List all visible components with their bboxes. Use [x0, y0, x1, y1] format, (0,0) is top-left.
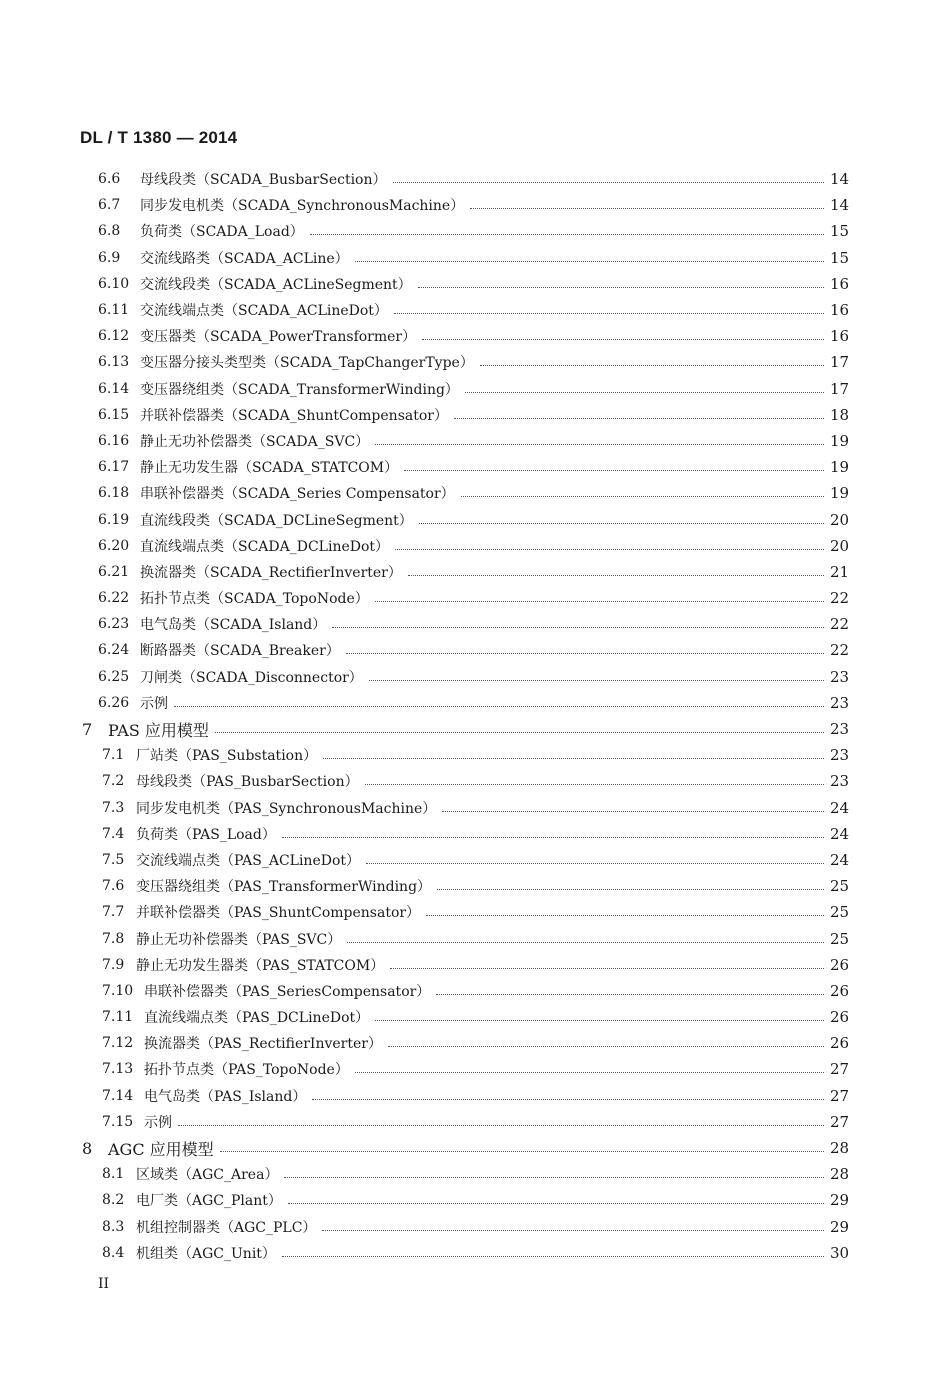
toc-page-number: 21	[830, 562, 850, 581]
toc-entry-title: 刀闸类（SCADA_Disconnector）	[140, 669, 363, 686]
toc-leader-dots	[369, 679, 824, 681]
toc-entry-number: 7.1	[102, 747, 125, 764]
toc-entry-title: 换流器类（PAS_RectifierInverter）	[144, 1036, 382, 1053]
toc-entry-number: 6.16	[98, 432, 130, 449]
toc-entry-number: 6.15	[98, 406, 130, 423]
toc-page-number: 17	[830, 353, 850, 372]
toc-page-number: 23	[830, 720, 850, 739]
toc-entry-title: 直流线段类（SCADA_DCLineSegment）	[140, 512, 413, 529]
toc-leader-dots	[323, 757, 824, 759]
toc-entry[interactable]	[0, 1187, 950, 1213]
toc-page-number: 27	[830, 1112, 850, 1131]
toc-entry-number: 6.22	[98, 590, 130, 607]
toc-leader-dots	[404, 469, 824, 471]
toc-chapter-number: 7	[82, 719, 93, 739]
toc-entry[interactable]	[0, 376, 950, 402]
toc-page-number: 17	[830, 379, 850, 398]
table-of-contents	[0, 166, 950, 1266]
toc-leader-dots	[436, 993, 824, 995]
toc-entry-title: 直流线端点类（PAS_DCLineDot）	[144, 1010, 370, 1027]
toc-entry-number: 6.13	[98, 354, 130, 371]
toc-page-number: 22	[830, 615, 850, 634]
toc-entry[interactable]	[0, 428, 950, 454]
toc-page-number: 18	[830, 405, 850, 424]
toc-leader-dots	[480, 364, 824, 366]
toc-entry-number: 6.12	[98, 328, 130, 345]
toc-leader-dots	[408, 574, 824, 576]
toc-entry-number: 7.15	[102, 1113, 134, 1130]
toc-page-number: 27	[830, 1086, 850, 1105]
toc-page-number: 20	[830, 510, 850, 529]
toc-entry[interactable]	[0, 323, 950, 349]
toc-leader-dots	[366, 862, 824, 864]
toc-page-number: 24	[830, 824, 850, 843]
toc-leader-dots	[332, 626, 824, 628]
toc-entry-title: 交流线段类（SCADA_ACLineSegment）	[140, 276, 412, 293]
toc-entry-title: 拓扑节点类（PAS_TopoNode）	[144, 1062, 349, 1079]
toc-page-number: 26	[830, 1034, 850, 1053]
toc-leader-dots	[442, 810, 824, 812]
toc-entry[interactable]	[0, 192, 950, 218]
toc-entry-number: 6.17	[98, 459, 130, 476]
toc-entry-number: 6.18	[98, 485, 130, 502]
toc-page-number: 29	[830, 1191, 850, 1210]
toc-entry[interactable]	[0, 1109, 950, 1135]
toc-page-number: 27	[830, 1060, 850, 1079]
toc-entry[interactable]	[0, 166, 950, 192]
toc-entry-title: 电气岛类（SCADA_Island）	[140, 617, 327, 634]
toc-entry[interactable]	[0, 271, 950, 297]
toc-entry[interactable]	[0, 1214, 950, 1240]
toc-page-number: 14	[830, 196, 850, 215]
toc-leader-dots	[470, 207, 824, 209]
toc-page-number: 16	[830, 327, 850, 346]
toc-leader-dots	[395, 548, 824, 550]
toc-leader-dots	[419, 522, 824, 524]
toc-entry[interactable]	[0, 742, 950, 768]
toc-page-number: 28	[830, 1165, 850, 1184]
toc-page-number: 15	[830, 222, 850, 241]
toc-entry-number: 6.21	[98, 563, 130, 580]
toc-page-number: 26	[830, 955, 850, 974]
toc-entry-number: 6.6	[98, 171, 121, 188]
toc-leader-dots	[461, 495, 824, 497]
toc-leader-dots	[418, 286, 824, 288]
toc-page-number: 23	[830, 693, 850, 712]
toc-entry-title: 电气岛类（PAS_Island）	[144, 1088, 307, 1105]
toc-entry-title: 变压器绕组类（SCADA_TransformerWinding）	[140, 381, 459, 398]
toc-entry-number: 7.4	[102, 825, 125, 842]
toc-entry[interactable]	[0, 245, 950, 271]
toc-entry-title: 串联补偿器类（PAS_SeriesCompensator）	[144, 983, 431, 1000]
toc-entry-title: 负荷类（SCADA_Load）	[140, 224, 304, 241]
toc-leader-dots	[390, 967, 824, 969]
toc-entry-number: 7.13	[102, 1061, 134, 1078]
toc-entry-number: 6.24	[98, 642, 130, 659]
toc-entry[interactable]	[0, 637, 950, 663]
toc-page-number: 14	[830, 170, 850, 189]
toc-page-number: 24	[830, 798, 850, 817]
toc-entry-title: 并联补偿器类（SCADA_ShuntCompensator）	[140, 407, 448, 424]
toc-leader-dots	[288, 1202, 824, 1204]
toc-entry-title: 电厂类（AGC_Plant）	[136, 1193, 282, 1210]
toc-entry-number: 6.7	[98, 197, 121, 214]
toc-page-number: 25	[830, 929, 850, 948]
toc-entry-title: 同步发电机类（SCADA_SynchronousMachine）	[140, 198, 465, 215]
toc-entry-number: 6.26	[98, 694, 130, 711]
toc-page-number: 23	[830, 746, 850, 765]
toc-chapter-number: 8	[82, 1138, 93, 1158]
toc-entry[interactable]	[0, 899, 950, 925]
toc-page-number: 28	[830, 1139, 850, 1158]
toc-entry-title: 静止无功发生器（SCADA_STATCOM）	[140, 460, 399, 477]
toc-entry-title: 直流线端点类（SCADA_DCLineDot）	[140, 538, 390, 555]
toc-entry-number: 6.19	[98, 511, 130, 528]
toc-entry[interactable]	[0, 768, 950, 794]
toc-entry[interactable]	[0, 664, 950, 690]
toc-entry[interactable]	[0, 585, 950, 611]
toc-entry-number: 7.9	[102, 956, 125, 973]
toc-leader-dots	[178, 1124, 824, 1126]
toc-leader-dots	[346, 652, 824, 654]
toc-entry-number: 7.5	[102, 851, 125, 868]
toc-leader-dots	[365, 783, 824, 785]
toc-page-number: 20	[830, 536, 850, 555]
toc-entry-number: 8.2	[102, 1192, 125, 1209]
toc-entry[interactable]	[0, 1056, 950, 1082]
toc-page-number: 25	[830, 903, 850, 922]
toc-entry[interactable]	[0, 1161, 950, 1187]
toc-entry-number: 8.3	[102, 1218, 125, 1235]
toc-entry[interactable]	[0, 1083, 950, 1109]
toc-leader-dots	[375, 443, 824, 445]
toc-page-number: 15	[830, 248, 850, 267]
toc-entry-number: 6.8	[98, 223, 121, 240]
toc-entry[interactable]	[0, 1030, 950, 1056]
toc-page-number: 16	[830, 274, 850, 293]
toc-entry-number: 7.10	[102, 982, 134, 999]
toc-entry-title: 机组类（AGC_Unit）	[136, 1245, 276, 1262]
toc-entry-number: 7.11	[102, 1009, 134, 1026]
toc-chapter-8[interactable]	[0, 1135, 950, 1161]
toc-entry[interactable]	[0, 402, 950, 428]
toc-entry-title: 变压器分接头类型类（SCADA_TapChangerType）	[140, 355, 474, 372]
toc-page-number: 25	[830, 877, 850, 896]
toc-entry-number: 6.20	[98, 537, 130, 554]
toc-entry[interactable]	[0, 1240, 950, 1266]
toc-leader-dots	[437, 888, 824, 890]
toc-entry-number: 7.14	[102, 1087, 134, 1104]
toc-entry-title: 换流器类（SCADA_RectifierInverter）	[140, 564, 402, 581]
toc-leader-dots	[375, 600, 824, 602]
toc-leader-dots	[322, 1229, 824, 1231]
toc-leader-dots	[215, 731, 824, 733]
toc-entry-title: 静止无功发生器类（PAS_STATCOM）	[136, 957, 385, 974]
toc-page-number: 19	[830, 431, 850, 450]
toc-entry-title: 串联补偿器类（SCADA_Series Compensator）	[140, 486, 455, 503]
toc-chapter-title: PAS 应用模型	[108, 720, 209, 740]
toc-entry-number: 7.6	[102, 878, 125, 895]
toc-entry[interactable]	[0, 925, 950, 951]
toc-entry-title: 并联补偿器类（PAS_ShuntCompensator）	[136, 905, 421, 922]
toc-leader-dots	[355, 1071, 824, 1073]
toc-entry-number: 6.14	[98, 380, 130, 397]
toc-page-number: 19	[830, 484, 850, 503]
toc-entry-title: 断路器类（SCADA_Breaker）	[140, 643, 340, 660]
toc-entry-title: 示例	[140, 695, 168, 712]
toc-chapter-7[interactable]	[0, 716, 950, 742]
toc-entry[interactable]	[0, 821, 950, 847]
toc-leader-dots	[388, 1045, 824, 1047]
toc-entry-title: 负荷类（PAS_Load）	[136, 826, 276, 843]
toc-leader-dots	[422, 338, 824, 340]
toc-page-number: 22	[830, 641, 850, 660]
toc-leader-dots	[426, 914, 824, 916]
toc-leader-dots	[310, 233, 824, 235]
toc-section-7	[0, 742, 950, 1135]
toc-chapter-title: AGC 应用模型	[108, 1139, 214, 1159]
toc-leader-dots	[220, 1150, 824, 1152]
toc-entry[interactable]	[0, 978, 950, 1004]
toc-entry[interactable]	[0, 690, 950, 716]
toc-leader-dots	[454, 417, 824, 419]
toc-leader-dots	[312, 1098, 824, 1100]
toc-entry-number: 7.3	[102, 799, 125, 816]
toc-leader-dots	[174, 705, 824, 707]
toc-page-number: 23	[830, 772, 850, 791]
document-header: DL / T 1380 — 2014	[80, 128, 238, 147]
toc-entry[interactable]	[0, 559, 950, 585]
toc-entry-title: 同步发电机类（PAS_SynchronousMachine）	[136, 800, 437, 817]
toc-leader-dots	[282, 1255, 824, 1257]
toc-page-number: 29	[830, 1217, 850, 1236]
toc-entry[interactable]	[0, 506, 950, 532]
toc-page-number: 23	[830, 667, 850, 686]
toc-leader-dots	[394, 312, 824, 314]
toc-entry[interactable]	[0, 218, 950, 244]
toc-entry[interactable]	[0, 611, 950, 637]
toc-leader-dots	[393, 181, 824, 183]
toc-entry[interactable]	[0, 1004, 950, 1030]
toc-entry-number: 6.25	[98, 668, 130, 685]
page-footer-number: II	[98, 1276, 110, 1292]
toc-entry-title: 静止无功补偿器类（SCADA_SVC）	[140, 433, 370, 450]
toc-entry[interactable]	[0, 349, 950, 375]
toc-page-number: 19	[830, 458, 850, 477]
toc-leader-dots	[347, 941, 824, 943]
toc-page-number: 26	[830, 1008, 850, 1027]
toc-entry-title: 区域类（AGC_Area）	[136, 1167, 279, 1184]
toc-entry[interactable]	[0, 952, 950, 978]
toc-entry-title: 交流线端点类（SCADA_ACLineDot）	[140, 303, 388, 320]
toc-section-8	[0, 1161, 950, 1266]
toc-entry-number: 8.1	[102, 1166, 125, 1183]
toc-page-number: 22	[830, 589, 850, 608]
toc-entry-title: 母线段类（SCADA_BusbarSection）	[140, 172, 387, 189]
toc-leader-dots	[375, 1019, 824, 1021]
toc-entry-number: 6.9	[98, 249, 121, 266]
toc-entry-title: 交流线路类（SCADA_ACLine）	[140, 250, 349, 267]
toc-entry[interactable]	[0, 795, 950, 821]
toc-entry[interactable]	[0, 480, 950, 506]
toc-leader-dots	[284, 1176, 824, 1178]
toc-entry-title: 机组控制器类（AGC_PLC）	[136, 1219, 317, 1236]
toc-section-6	[0, 166, 950, 716]
toc-entry[interactable]	[0, 454, 950, 480]
toc-entry-title: 静止无功补偿器类（PAS_SVC）	[136, 931, 342, 948]
toc-leader-dots	[355, 260, 824, 262]
toc-entry-number: 7.12	[102, 1035, 134, 1052]
toc-entry-number: 6.11	[98, 302, 130, 319]
toc-entry-number: 6.23	[98, 616, 130, 633]
toc-entry[interactable]	[0, 873, 950, 899]
toc-entry-title: 示例	[144, 1114, 172, 1131]
toc-entry-number: 7.8	[102, 930, 125, 947]
toc-entry-number: 7.2	[102, 773, 125, 790]
toc-entry[interactable]	[0, 847, 950, 873]
toc-entry-number: 8.4	[102, 1244, 125, 1261]
toc-entry-title: 母线段类（PAS_BusbarSection）	[136, 774, 359, 791]
toc-page-number: 16	[830, 301, 850, 320]
toc-entry[interactable]	[0, 533, 950, 559]
toc-leader-dots	[465, 391, 824, 393]
toc-entry-title: 变压器类（SCADA_PowerTransformer）	[140, 329, 417, 346]
toc-entry-title: 厂站类（PAS_Substation）	[136, 748, 318, 765]
toc-leader-dots	[282, 836, 824, 838]
toc-entry-title: 交流线端点类（PAS_ACLineDot）	[136, 852, 361, 869]
toc-page-number: 26	[830, 981, 850, 1000]
toc-entry-title: 拓扑节点类（SCADA_TopoNode）	[140, 591, 369, 608]
toc-entry-title: 变压器绕组类（PAS_TransformerWinding）	[136, 879, 432, 896]
toc-entry-number: 6.10	[98, 275, 130, 292]
toc-page-number: 24	[830, 850, 850, 869]
toc-page-number: 30	[830, 1243, 850, 1262]
toc-entry-number: 7.7	[102, 904, 125, 921]
toc-entry[interactable]	[0, 297, 950, 323]
